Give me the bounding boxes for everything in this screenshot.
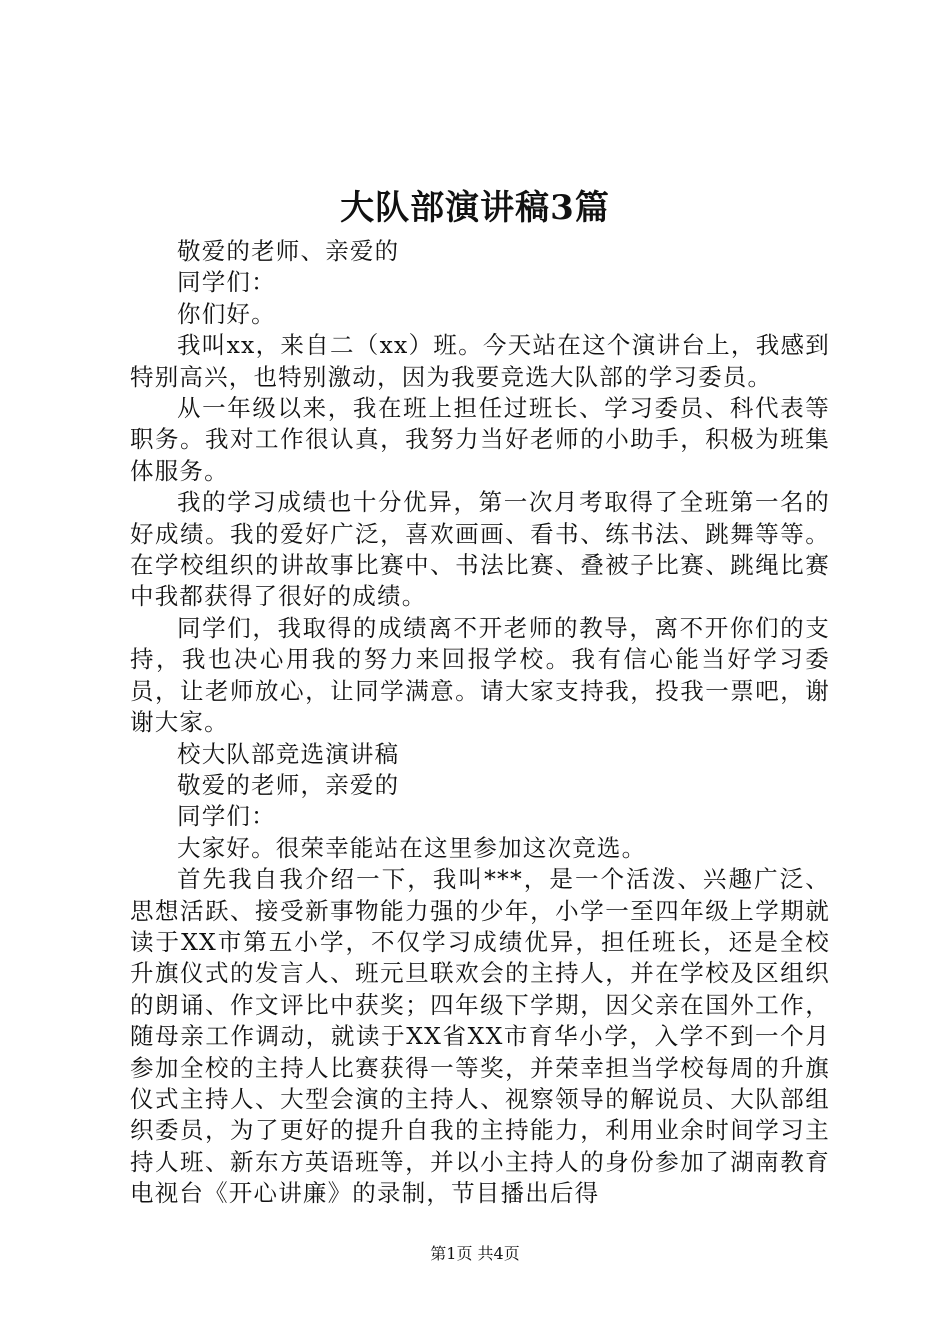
- paragraph: 首先我自我介绍一下，我叫***，是一个活泼、兴趣广泛、思想活跃、接受新事物能力强的少年，小学一至四年级上学期就读于XX市第五小学，不仅学习成绩优异，担任班长，还是全校升旗仪式的发言人、班元旦联欢会的主持人，并在学校及区组织的朗诵、作文评比中获奖；四年级下学期，因父亲在国外工作，随母亲工作调动，就读于XX省XX市育华小学，入学不到一个月参加全校的主持人比赛获得一等奖，并荣幸担当学校每周的升旗仪式主持人、大型会演的主持人、视察领导的解说员、大队部组织委员，为了更好的提升自我的主持能力，利用业余时间学习主持人班、新东方英语班等，并以小主持人的身份参加了湖南教育电视台《开心讲廉》的录制，节目播出后得: [130, 865, 830, 1208]
- document-body: [130, 236, 830, 1210]
- paragraph: 敬爱的老师，亲爱的: [177, 770, 400, 799]
- paragraph: 从一年级以来，我在班上担任过班长、学习委员、科代表等职务。我对工作很认真，我努力当好老师的小助手，积极为班集体服务。: [130, 394, 830, 485]
- paragraph: 你们好。: [177, 299, 276, 328]
- paragraph: 敬爱的老师、亲爱的: [177, 237, 400, 265]
- paragraph: 大家好。很荣幸能站在这里参加这次竞选。: [177, 833, 647, 862]
- paragraph: 同学们，我取得的成绩离不开老师的教导，离不开你们的支持，我也决心用我的努力来回报学校。我有信心能当好学习委员，让老师放心，让同学满意。请大家支持我，投我一票吧，谢谢大家。: [130, 613, 830, 737]
- paragraph: 同学们：: [177, 268, 276, 297]
- paragraph: 我的学习成绩也十分优异，第一次月考取得了全班第一名的好成绩。我的爱好广泛，喜欢画画、看书、练书法、跳舞等等。在学校组织的讲故事比赛中、书法比赛、叠被子比赛、跳绳比赛中我都获得了很好的成绩。: [130, 488, 830, 611]
- paragraph: 同学们：: [177, 802, 276, 831]
- page-number-footer: 第1页 共4页: [430, 1244, 520, 1263]
- paragraph: 校大队部竞选演讲稿: [177, 739, 400, 768]
- document-title: 大队部演讲稿3篇: [340, 188, 610, 228]
- paragraph: 我叫xx，来自二（xx）班。今天站在这个演讲台上，我感到特别高兴，也特别激动，因为我要竞选大队部的学习委员。: [130, 331, 830, 391]
